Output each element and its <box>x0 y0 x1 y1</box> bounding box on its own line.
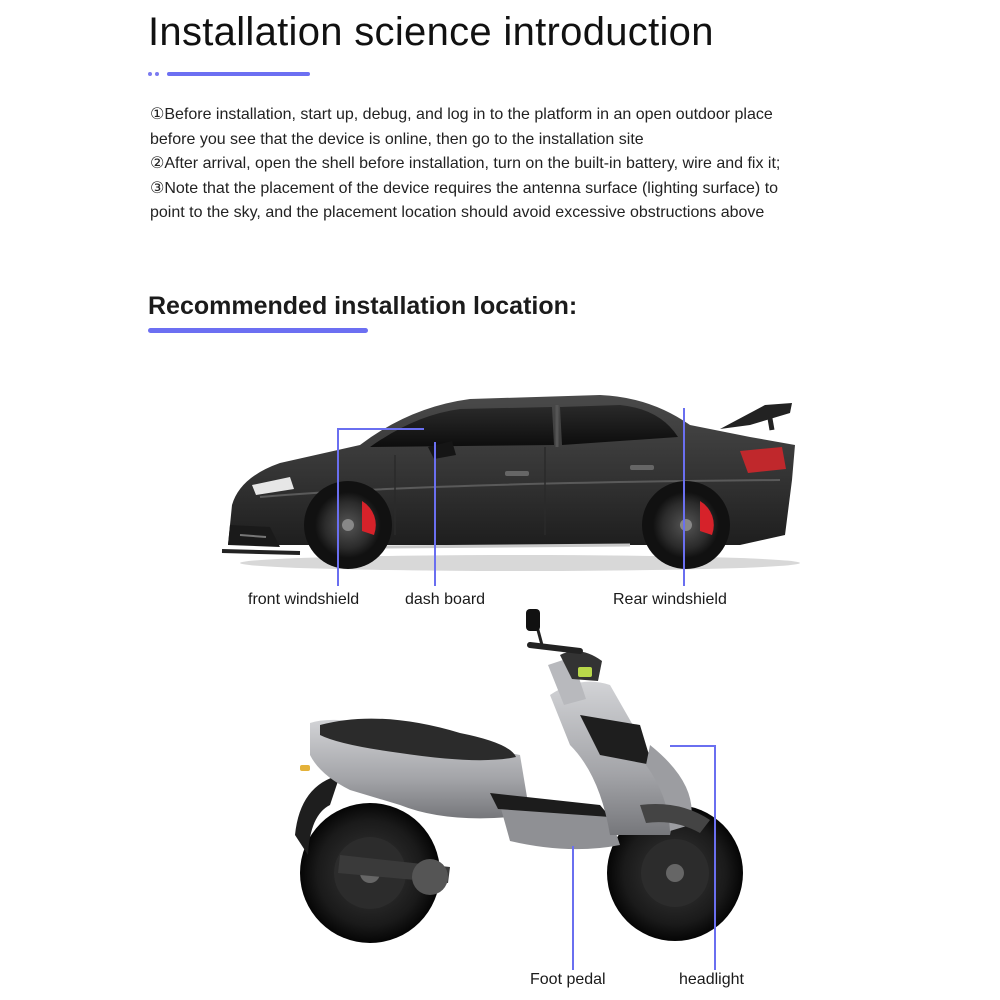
instruction-line: ②After arrival, open the shell before installation, turn on the built-in battery, wire and fix it; <box>150 155 781 172</box>
headlight-label: headlight <box>679 971 744 988</box>
instruction-line: before you see that the device is online, then go to the installation site <box>150 130 644 148</box>
accent-bar <box>167 72 310 76</box>
accent-dot <box>148 72 152 76</box>
car-illustration <box>220 385 810 575</box>
accent-dot <box>155 72 159 76</box>
front-windshield-label: front windshield <box>248 591 360 608</box>
rear-windshield-label: Rear windshield <box>613 591 727 608</box>
section-underline <box>148 328 368 333</box>
title-accent-divider <box>148 72 310 78</box>
dash-board-label: dash board <box>405 591 486 608</box>
instruction-line: ①Before installation, start up, debug, and log in to the platform in an open outdoor place <box>150 106 773 123</box>
foot-pedal-leader <box>572 846 574 970</box>
rear-windshield-leader <box>683 408 685 586</box>
foot-pedal-label: Foot pedal <box>530 971 606 988</box>
headlight-leader-v <box>714 745 716 970</box>
dash-board-leader <box>434 442 436 586</box>
section-title: Recommended installation location: <box>148 292 578 320</box>
page-title: Installation science introduction <box>148 10 714 54</box>
headlight-leader-h <box>670 745 716 747</box>
instruction-line: ③Note that the placement of the device requires the antenna surface (lighting surface) to <box>150 179 779 197</box>
front-windshield-leader-v <box>337 428 339 586</box>
instruction-paragraph <box>150 103 890 226</box>
front-windshield-leader-h <box>337 428 424 430</box>
scooter-illustration <box>280 605 750 955</box>
instruction-line: point to the sky, and the placement location should avoid excessive obstructions above <box>150 204 765 221</box>
